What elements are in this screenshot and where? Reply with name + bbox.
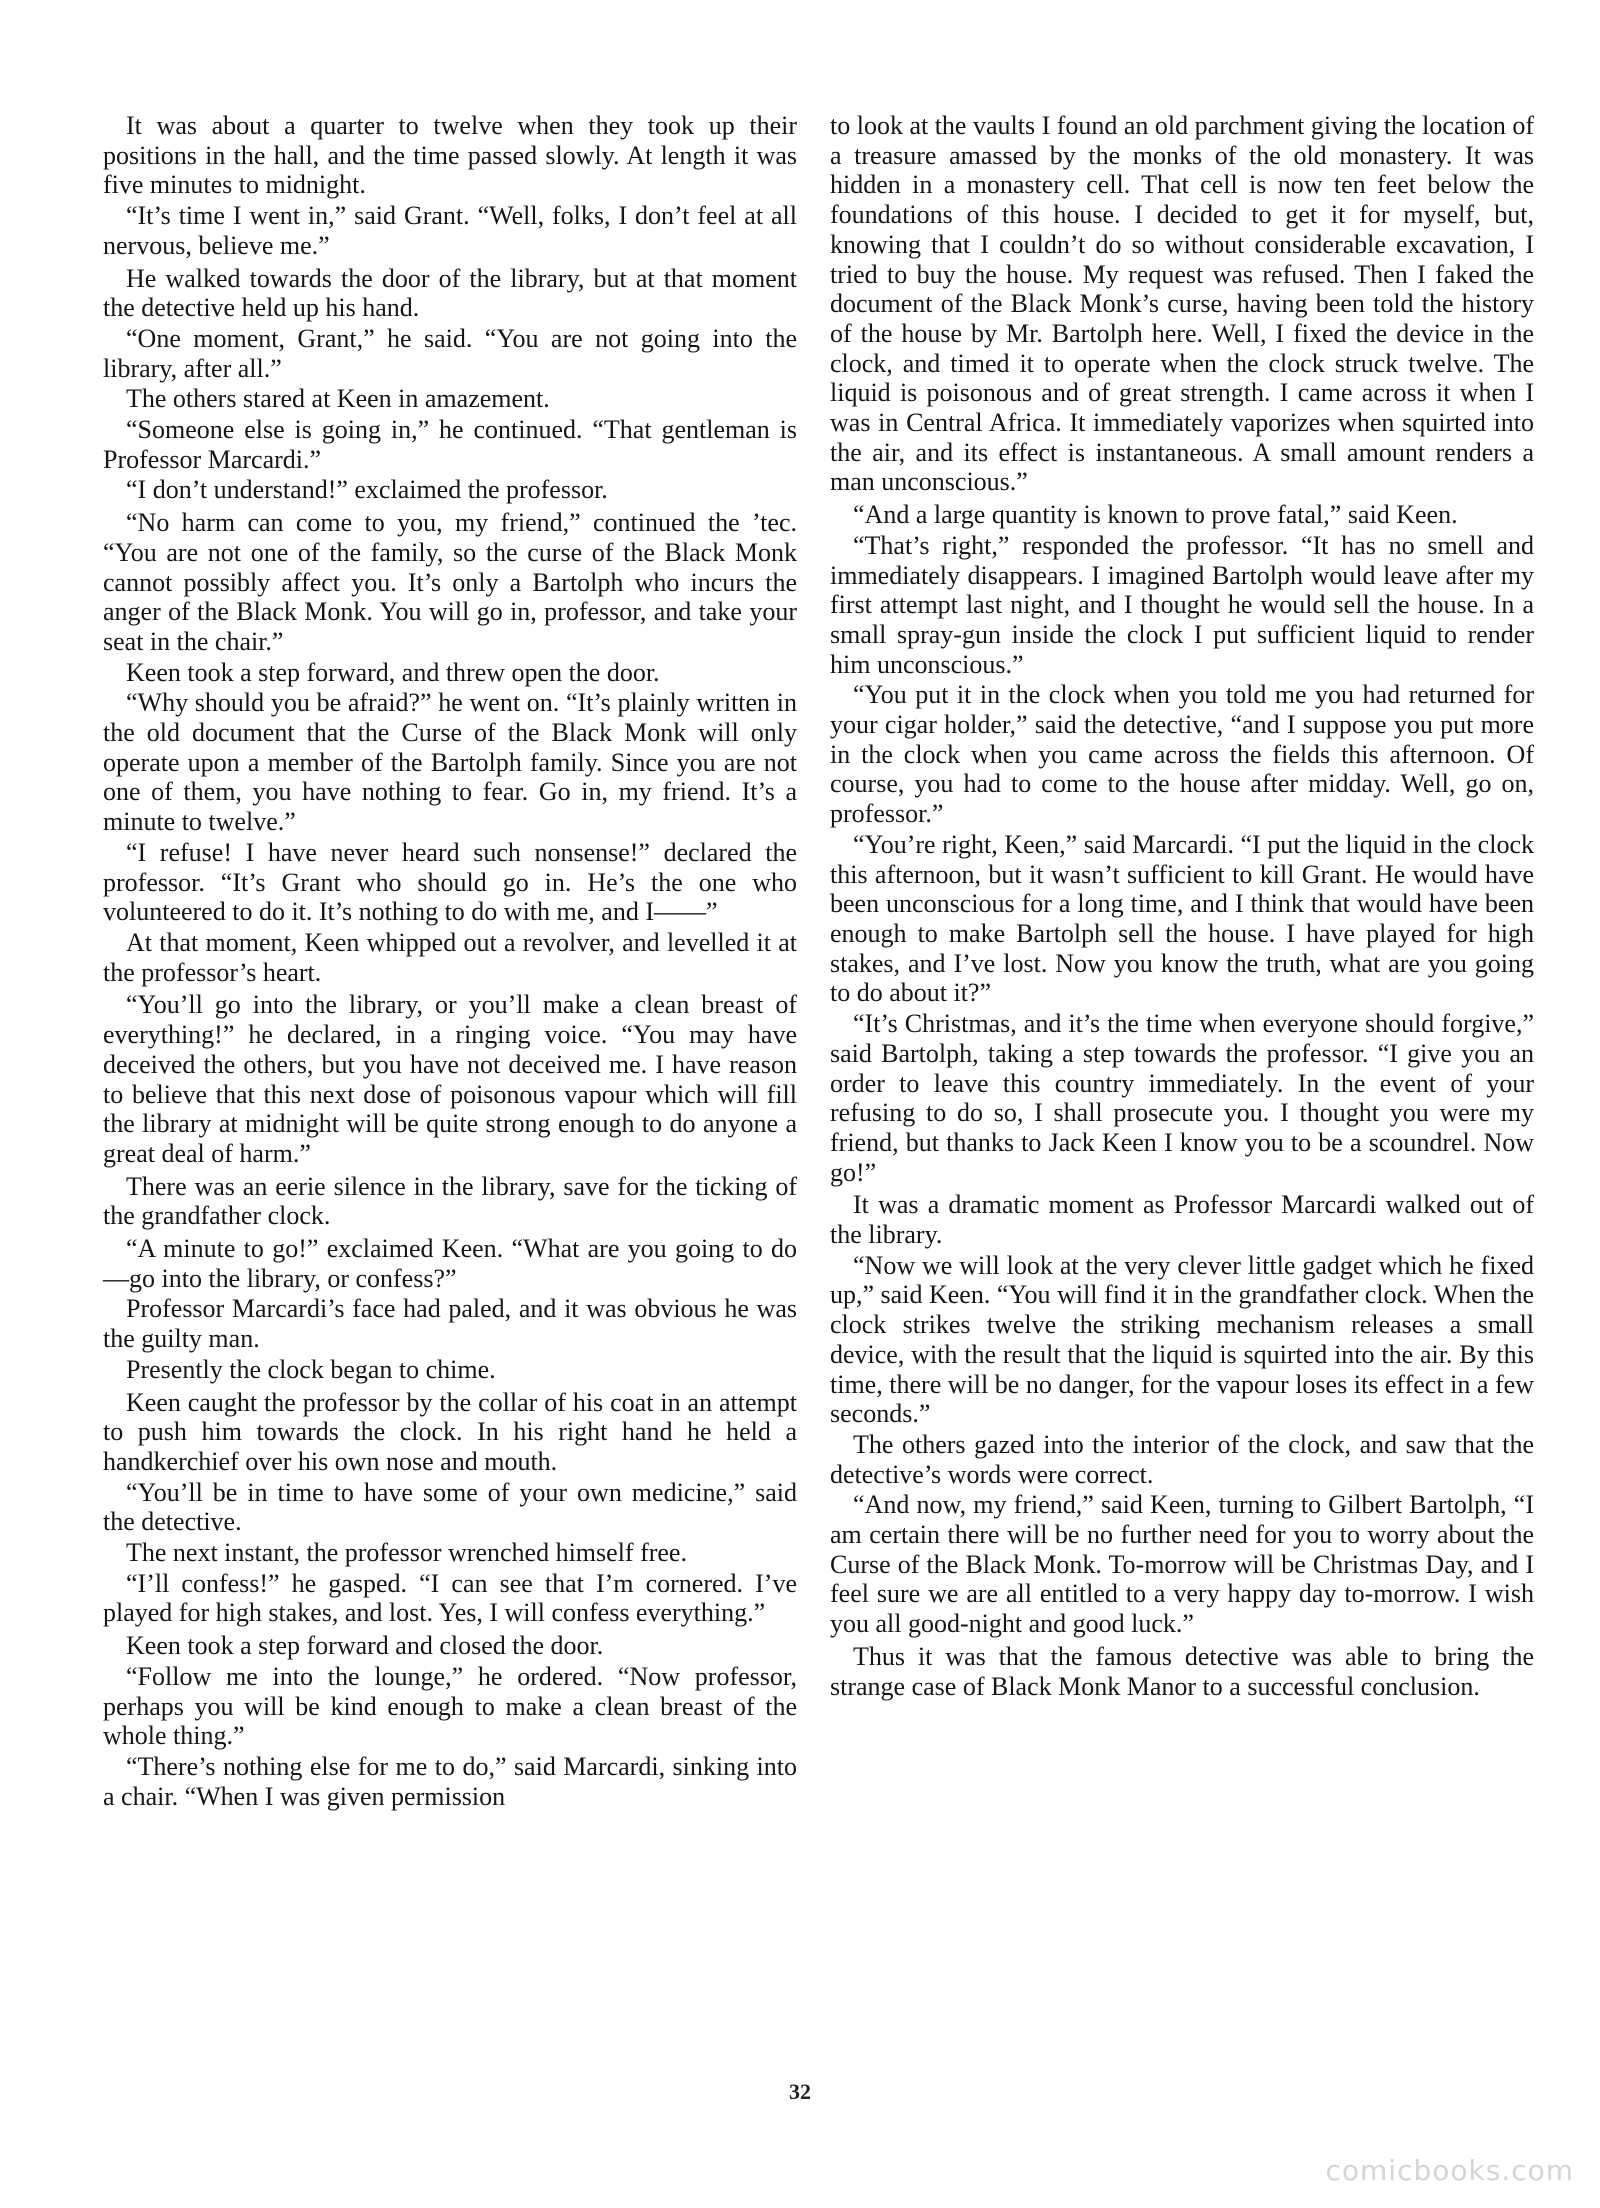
paragraph: Professor Marcardi’s face had paled, and it was obvious he was the guilty man. (103, 1294, 797, 1354)
paragraph: It was a dramatic moment as Professor Marcardi walked out of the library. (830, 1190, 1534, 1250)
paragraph: Presently the clock began to chime. (126, 1354, 496, 1384)
paragraph: Keen caught the professor by the collar of his coat in an attempt to push him towards the clock. In his right hand he held a handkerchief over his own nose and mouth. (103, 1387, 797, 1476)
text-column-right (830, 111, 1534, 1702)
paragraph: “You’ll go into the library, or you’ll make a clean breast of everything!” he declared, in a ringing voice. “You may have deceived the others, but you have not deceived me. I have reason to believe that this next dose of poisonous vapour which will fill the library at midnight will be quite strong enough to do anyone a great deal of harm.” (103, 990, 797, 1168)
paragraph: “Someone else is going in,” he continued. “That gentleman is Professor Marcardi.” (103, 415, 797, 474)
paragraph: “I’ll confess!” he gasped. “I can see that I’m cornered. I’ve played for high stakes, and lost. Yes, I will confess everything.” (103, 1568, 797, 1628)
paragraph: “It’s time I went in,” said Grant. “Well, folks, I don’t feel at all nervous, believe me.” (103, 201, 797, 260)
paragraph: “No harm can come to you, my friend,” continued the ’tec. “You are not one of the family, so the curse of the Black Monk cannot possibly affect you. It’s only a Bartolph who incurs the anger of the Black Monk. You will go in, professor, and take your seat in the chair.” (103, 508, 797, 656)
page-number: 32 (789, 2079, 811, 2104)
paragraph: “That’s right,” responded the professor. “It has no smell and immediately disappears. I imagined Bartolph would leave after my first attempt last night, and I thought he would sell the house. In a small spray-gun inside the clock I put sufficient liquid to render him unconscious.” (830, 530, 1534, 679)
paragraph: The others stared at Keen in amazement. (126, 384, 550, 414)
paragraph: He walked towards the door of the library, but at that moment the detective held up his hand. (103, 263, 797, 323)
paragraph: “One moment, Grant,” he said. “You are not going into the library, after all.” (103, 323, 797, 383)
paragraph: There was an eerie silence in the library, save for the ticking of the grandfather clock. (103, 1171, 797, 1231)
watermark: comicbooks.com (1325, 2154, 1574, 2187)
paragraph: “There’s nothing else for me to do,” said Marcardi, sinking into a chair. “When I was given permission (103, 1751, 797, 1811)
paragraph: “I don’t understand!” exclaimed the professor. (126, 475, 608, 505)
paragraph: At that moment, Keen whipped out a revolver, and levelled it at the professor’s heart. (103, 927, 797, 987)
paragraph: “You put it in the clock when you told me you had returned for your cigar holder,” said the detective, “and I suppose you put more in the clock when you came across the fields this afternoon. Of course, you had to come to the house after midday. Well, go on, professor.” (830, 680, 1534, 829)
paragraph: “And now, my friend,” said Keen, turning to Gilbert Bartolph, “I am certain there will be no further need for you to worry about the Curse of the Black Monk. To-morrow will be Christmas Day, and I feel sure we are all entitled to a very happy day to-morrow. I wish you all good-night and good luck.” (830, 1490, 1534, 1639)
paragraph: “Follow me into the lounge,” he ordered. “Now professor, perhaps you will be kind enough to make a clean breast of the whole thing.” (103, 1661, 797, 1751)
paragraph: It was about a quarter to twelve when they took up their positions in the hall, and the time passed slowly. At length it was five minutes to midnight. (103, 111, 797, 200)
paragraph: “You’ll be in time to have some of your own medicine,” said the detective. (103, 1477, 797, 1537)
paragraph: “Now we will look at the very clever little gadget which he fixed up,” said Keen. “You will find it in the grandfather clock. When the clock strikes twelve the striking mechanism releases a small device, with the result that the liquid is squirted into the air. By this time, there will be no danger, for the vapour loses its effect in a few seconds.” (830, 1250, 1534, 1429)
paragraph: “I refuse! I have never heard such nonsense!” declared the professor. “It’s Grant who should go in. He’s the one who volunteered to do it. It’s nothing to do with me, and I——” (103, 837, 797, 927)
paragraph: “It’s Christmas, and it’s the time when everyone should forgive,” said Bartolph, taking a step towards the professor. “I give you an order to leave this country immediately. In the event of your refusing to do so, I shall prosecute you. I thought you were my friend, but thanks to Jack Keen I know you to be a scoundrel. Now go!” (830, 1009, 1534, 1187)
paragraph: Thus it was that the famous detective was able to bring the strange case of Black Monk Manor to a successful conclusion. (830, 1641, 1534, 1701)
paragraph: “Why should you be afraid?” he went on. “It’s plainly written in the old document that the Curse of the Black Monk will only operate upon a member of the Bartolph family. Since you are not one of them, you have nothing to fear. Go in, my friend. It’s a minute to twelve.” (103, 688, 797, 837)
paragraph: to look at the vaults I found an old parchment giving the location of a treasure amassed by the monks of the old monastery. It was hidden in a monastery cell. That cell is now ten feet below the foundations of this house. I decided to get it for myself, but, knowing that I couldn’t do so without considerable excavation, I tried to buy the house. My request was refused. Then I faked the document of the Black Monk’s curse, having been told the history of the house by Mr. Bartolph here. Well, I fixed the device in the clock, and timed it to operate when the clock struck twelve. The liquid is poisonous and of great strength. I came across it when I was in Central Africa. It immediately vaporizes when squirted into the air, and its effect is instantaneous. A small amount renders a man unconscious.” (830, 111, 1535, 497)
paragraph: “And a large quantity is known to prove fatal,” said Keen. (853, 500, 1458, 530)
text-column-left (103, 111, 797, 1812)
paragraph: Keen took a step forward, and threw open the door. (126, 657, 660, 687)
paragraph: “You’re right, Keen,” said Marcardi. “I put the liquid in the clock this afternoon, but it wasn’t sufficient to kill Grant. He would have been unconscious for a long time, and I think that would have been enough to make Bartolph sell the house. I have played for high stakes, and I’ve lost. Now you know the truth, what are you going to do about it?” (830, 829, 1534, 1008)
paragraph: The others gazed into the interior of the clock, and saw that the detective’s words were correct. (830, 1429, 1534, 1489)
paragraph: “A minute to go!” exclaimed Keen. “What are you going to do—go into the library, or confess?” (103, 1234, 797, 1293)
paragraph: The next instant, the professor wrenched himself free. (126, 1538, 687, 1568)
paragraph: Keen took a step forward and closed the door. (126, 1631, 604, 1661)
